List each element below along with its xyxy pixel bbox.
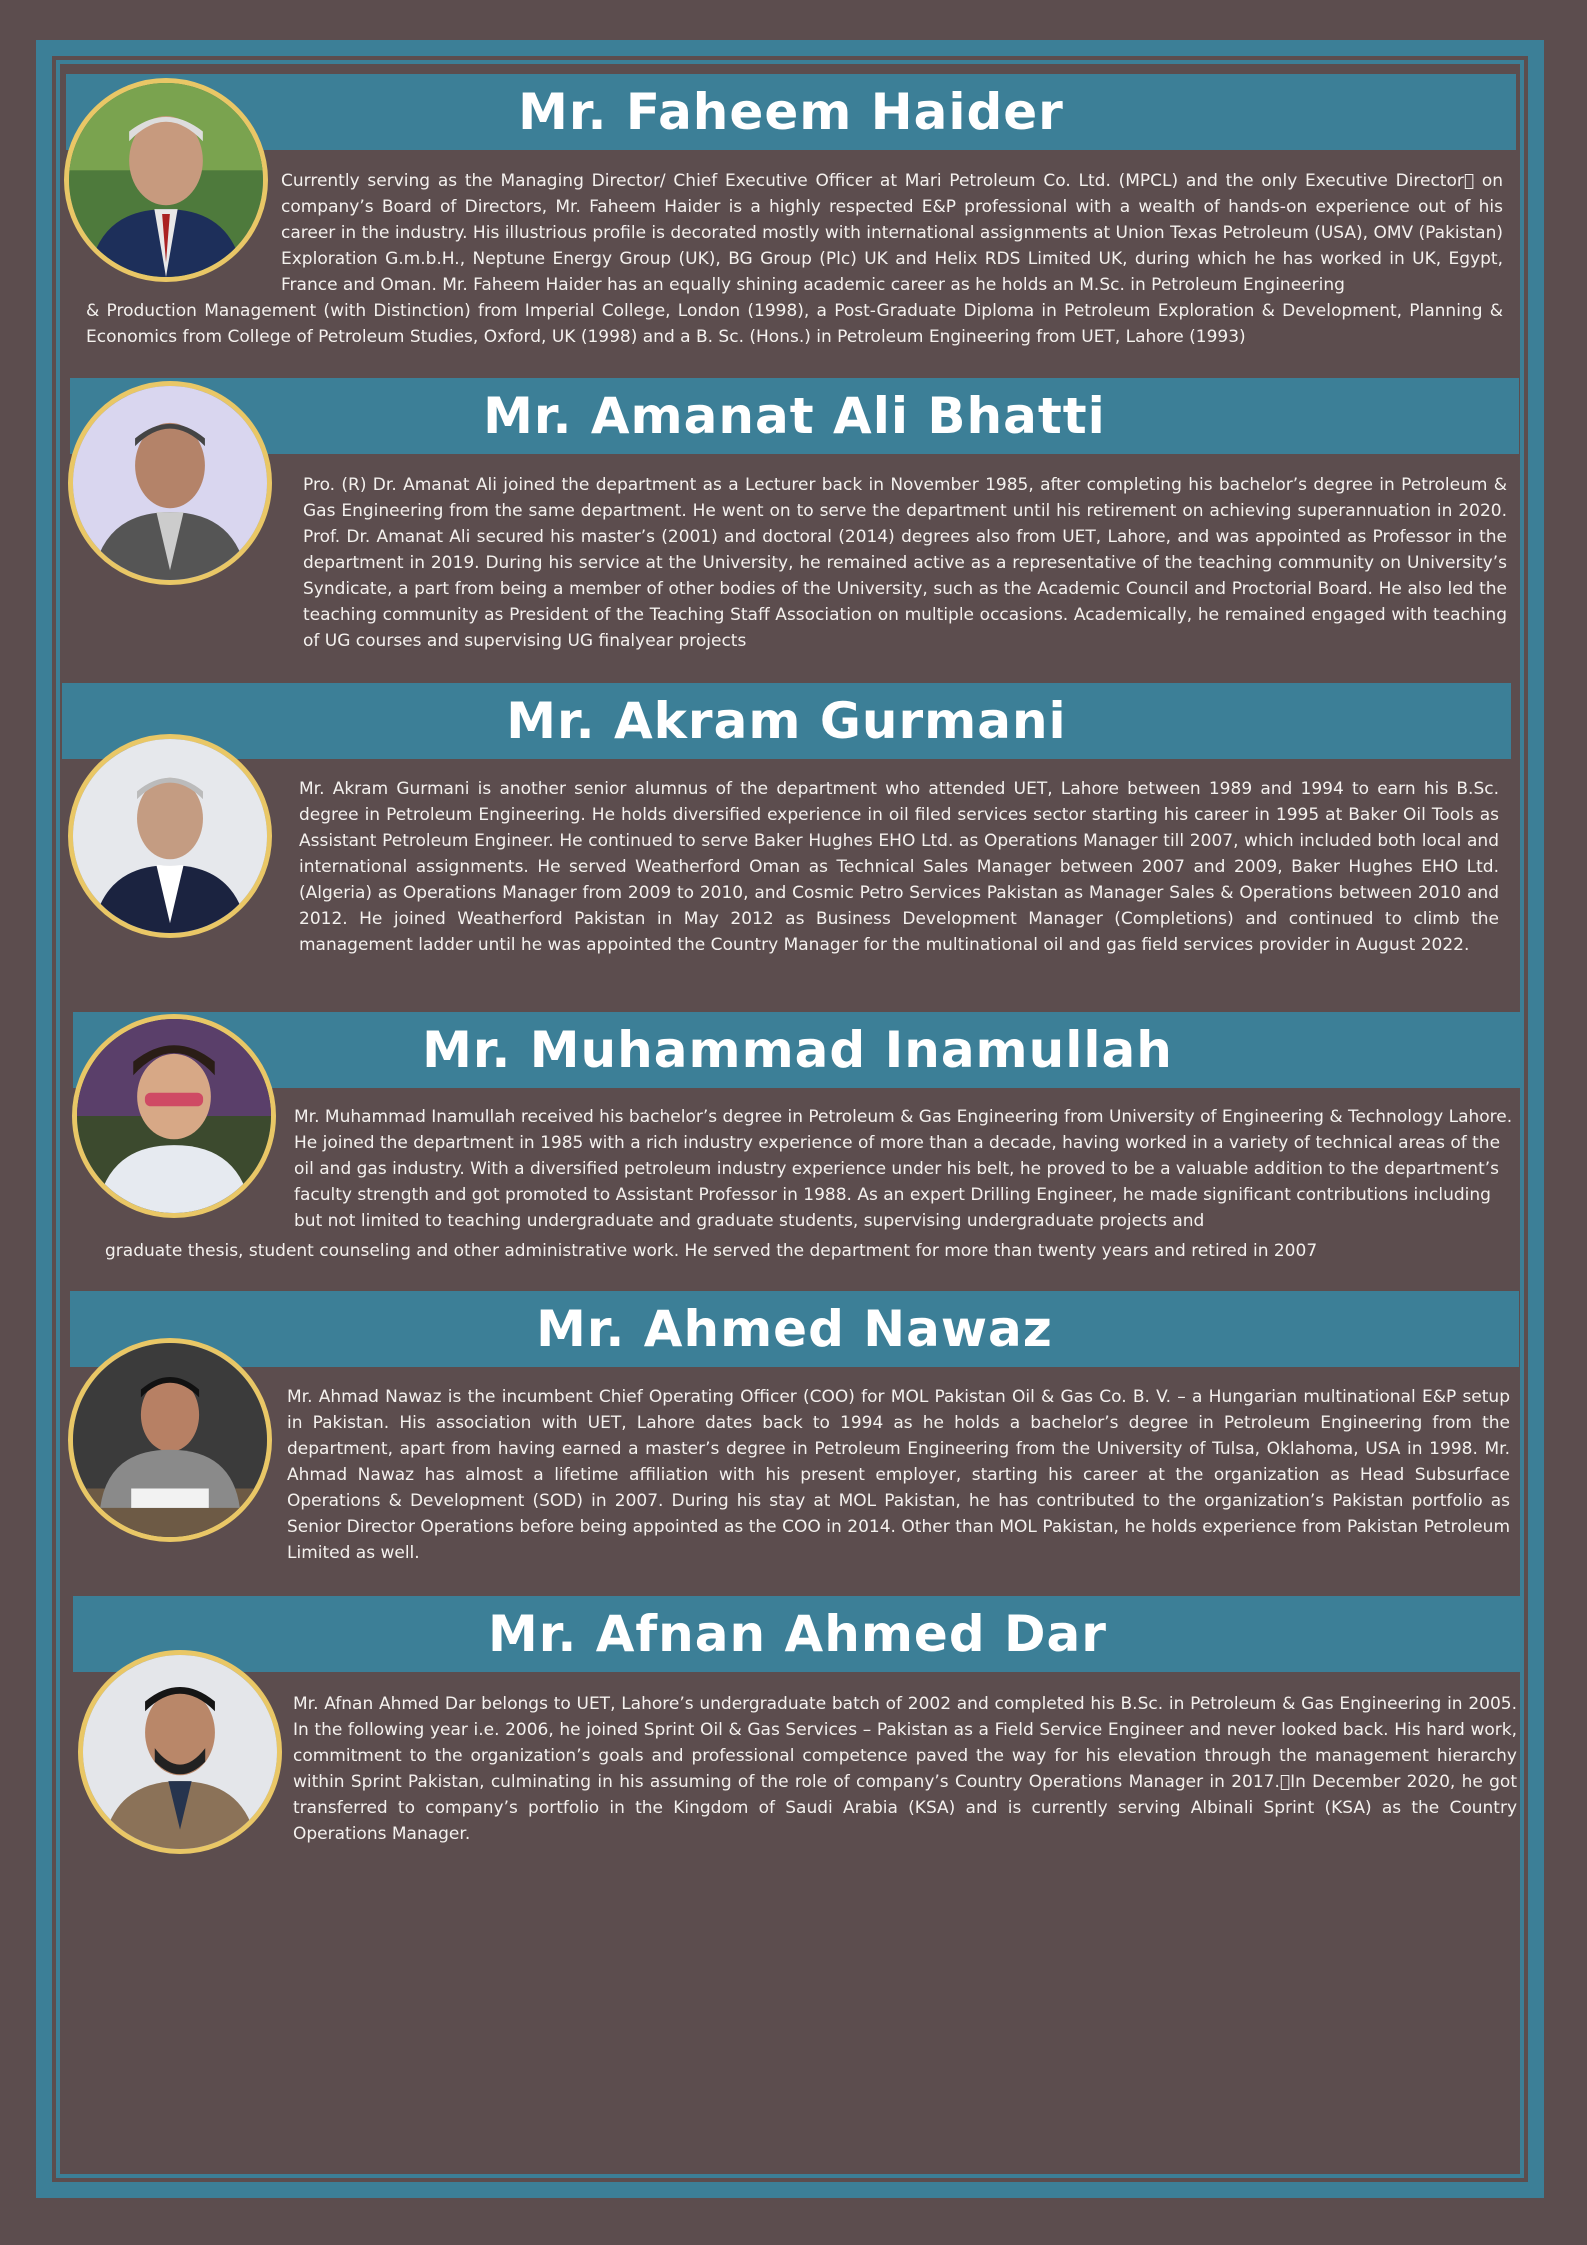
profile-bio-text: Pro. (R) Dr. Amanat Ali joined the department as a Lecturer back in November 1985, after completing his bachelor’s degree in Petroleum & Gas Engineering from the same department. He went on to serve the department until his retirement on achieving superannuation in 2020. Prof. Dr. Amanat Ali secured his master’s (2001) and doctoral (2014) degrees also from UET, Lahore, and was appointed as Professor in the department in 2019. During his service at the University, he remained active as a representative of the teaching community on University’s Syndicate, a part from being a member of other bodies of the University, such as the Academic Council and Proctorial Board. He also led the teaching community as President of the Teaching Staff Association on multiple occasions. Academically, he remained engaged with teaching of UG courses and supervising UG finalyear projects: [303, 475, 1507, 651]
portrait-muhammad-inamullah-icon: [72, 1014, 276, 1218]
profile-name-banner: [70, 378, 1519, 454]
profile-name: Mr. Afnan Ahmed Dar: [488, 1605, 1107, 1663]
profile-bio-tail: [105, 1238, 1514, 1264]
profile-bio-tail-text: & Production Management (with Distinction) from Imperial College, London (1998), a Post-Graduate Diploma in Petroleum Exploration & Development, Planning & Economics from College of Petroleum Studies, Oxford, UK (1998) and a B. Sc. (Hons.) in Petroleum Engineering from UET, Lahore (1993): [86, 301, 1503, 347]
profile-bio: [281, 168, 1503, 298]
portrait-faheem-haider-icon: [64, 78, 268, 282]
profile-name: Mr. Muhammad Inamullah: [422, 1021, 1173, 1079]
profile-name-banner: [73, 1012, 1522, 1088]
profile-bio: [293, 1691, 1517, 1847]
portrait-amanat-ali-bhatti-icon: [68, 381, 272, 585]
profile-name: Mr. Faheem Haider: [518, 83, 1064, 141]
profile-bio-text: Mr. Akram Gurmani is another senior alumnus of the department who attended UET, Lahore between 1989 and 1994 to earn his B.Sc. degree in Petroleum Engineering. He holds diversified experience in oil filed services sector starting his career in 1995 at Baker Oil Tools as Assistant Petroleum Engineer. He continued to serve Baker Hughes EHO Ltd. as Operations Manager till 2007, which included both local and international assignments. He served Weatherford Oman as Technical Sales Manager between 2007 and 2009, Baker Hughes EHO Ltd. (Algeria) as Operations Manager from 2009 to 2010, and Cosmic Petro Services Pakistan as Manager Sales & Operations between 2010 and 2012. He joined Weatherford Pakistan in May 2012 as Business Development Manager (Completions) and continued to climb the management ladder until he was appointed the Country Manager for the multinational oil and gas field services provider in August 2022.: [299, 779, 1499, 955]
portrait-ahmed-nawaz-icon: [68, 1338, 272, 1542]
profile-bio-text: Mr. Ahmad Nawaz is the incumbent Chief Operating Officer (COO) for MOL Pakistan Oil & Gas Co. B. V. – a Hungarian multinational E&P setup in Pakistan. His association with UET, Lahore dates back to 1994 as he holds a bachelor’s degree in Petroleum Engineering from the department, apart from having earned a master’s degree in Petroleum Engineering from the University of Tulsa, Oklahoma, USA in 1998. Mr. Ahmad Nawaz has almost a lifetime affiliation with his present employer, starting his career at the organization as Head Subsurface Operations & Development (SOD) in 2007. During his stay at MOL Pakistan, he has contributed to the organization’s Pakistan portfolio as Senior Director Operations before being appointed as the COO in 2014. Other than MOL Pakistan, he holds experience from Pakistan Petroleum Limited as well.: [287, 1387, 1510, 1563]
profile-name: Mr. Amanat Ali Bhatti: [483, 387, 1106, 445]
profile-bio: [303, 472, 1507, 654]
profile-bio-tail: [86, 298, 1503, 350]
profile-name: Mr. Akram Gurmani: [506, 692, 1067, 750]
profile-bio-lead: Currently serving as the Managing Director/ Chief Executive Officer at Mari Petroleum Co. Ltd. (MPCL) and the only Executive Director  on company’s Board of Directors, Mr. Faheem Haider is a highly respected E&P professional with a wealth of hands-on experience out of his career in the industry. His illustrious profile is decorated mostly with international assignments at Union Texas Petroleum (USA), OMV (Pakistan) Exploration G.m.b.H., Neptune Energy Group (UK), BG Group (Plc) UK and Helix RDS Limited UK, during which he has worked in UK, Egypt, France and Oman. Mr. Faheem Haider has an equally shining academic career as he holds an M.Sc. in Petroleum Engineering: [281, 171, 1503, 295]
profile-bio: [299, 776, 1499, 958]
profile-name-banner: [66, 74, 1516, 150]
portrait-afnan-ahmed-dar-icon: [78, 1650, 282, 1854]
profile-bio-text: Mr. Afnan Ahmed Dar belongs to UET, Lahore’s undergraduate batch of 2002 and completed his B.Sc. in Petroleum & Gas Engineering in 2005. In the following year i.e. 2006, he joined Sprint Oil & Gas Services – Pakistan as a Field Service Engineer and never looked back. His hard work, commitment to the organization’s goals and professional competence paved the way for his elevation through the management hierarchy within Sprint Pakistan, culminating in his assuming of the role of company’s Country Operations Manager in 2017. In December 2020, he got transferred to company’s portfolio in the Kingdom of Saudi Arabia (KSA) and is currently serving Albinali Sprint (KSA) as the Country Operations Manager.: [293, 1694, 1517, 1844]
profile-name-banner: [62, 683, 1511, 759]
profile-bio: [294, 1104, 1514, 1234]
profile-name-banner: [70, 1291, 1519, 1367]
profile-name-banner: [73, 1596, 1522, 1672]
profile-bio-tail-text: graduate thesis, student counseling and other administrative work. He served the department for more than twenty years and retired in 2007: [105, 1241, 1318, 1261]
portrait-akram-gurmani-icon: [68, 734, 272, 938]
profile-bio-lead: Mr. Muhammad Inamullah received his bachelor’s degree in Petroleum & Gas Engineering from University of Engineering & Technology Lahore. He joined the department in 1985 with a rich industry experience of more than a decade, having worked in a variety of technical areas of the oil and gas industry. With a diversified petroleum industry experience under his belt, he proved to be a valuable addition to the department’s faculty strength and got promoted to Assistant Professor in 1988. As an expert Drilling Engineer, he made significant contributions including but not limited to teaching undergraduate and graduate students, supervising undergraduate projects and: [294, 1107, 1513, 1231]
profile-bio: [287, 1384, 1510, 1566]
profile-name: Mr. Ahmed Nawaz: [536, 1300, 1053, 1358]
